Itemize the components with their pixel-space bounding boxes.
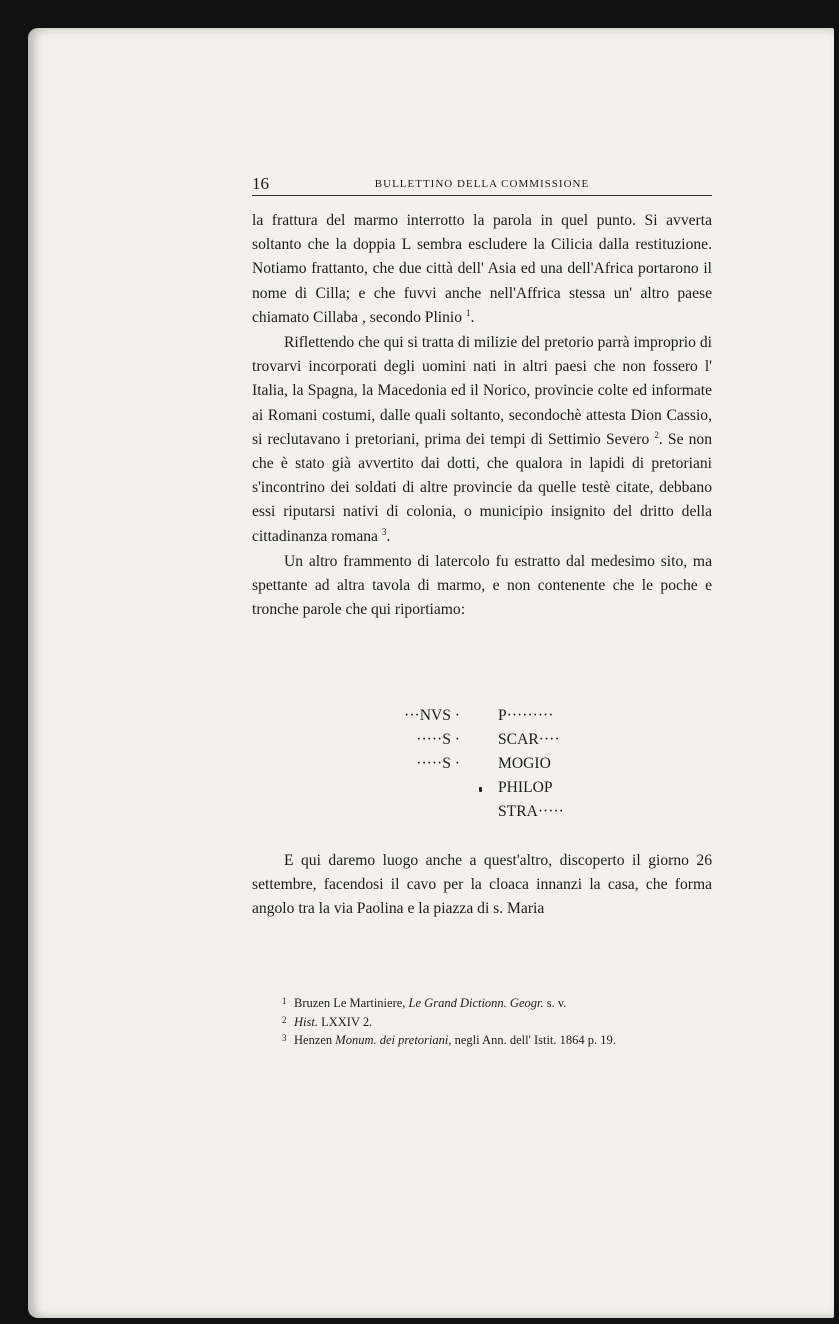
paragraph [252,331,712,549]
running-header [252,174,712,196]
closing-text [252,849,712,922]
footnote-title: Hist. [294,1014,318,1029]
inscription-line: ·····S · [416,731,460,748]
footnote-number: 2 [282,1014,287,1025]
footnote [282,1030,742,1049]
footnote-text: , negli Ann. dell' Istit. 1864 p. 19. [448,1033,616,1047]
separator-dot [479,787,482,792]
inscription-line: MOGIO [498,755,551,772]
paragraph-text: la frattura del marmo interrotto la parola in quel punto. Si avverta soltanto che la doppia L sembra escludere la Cilicia dalla restituzione. Notiamo frattanto, che due città dell' Asia ed una dell'Africa portarono il nome di Cilla; e che fuvvi anche nell'Affrica stessa un' altro paese chiamato Cillaba , secondo Plinio [252,212,712,326]
inscription-right-column [498,704,608,824]
paragraph [252,209,712,330]
paragraph-tail: . Se non che è stato già avvertito dai dotti, che qualora in lapidi di pretoriani s'incontrino dei soldati di altre provincie da quelle testè citate, debbano essi riputarsi nativi di colonia, o municipio insignito del dritto della cittadinanza romana [252,430,712,545]
inscription-line: STRA····· [498,803,564,820]
footnote-number: 1 [282,996,287,1006]
footnote-ref: 2 [654,429,659,440]
inscription-line: ·····S · [416,755,460,772]
paragraph-tail: . [470,308,475,326]
inscription-line: P········· [498,707,554,724]
footnote-title: Monum. dei pretoriani [335,1033,449,1047]
footnote-text: s. v. [543,996,567,1010]
footnote-text: LXXIV 2. [317,1014,373,1029]
paragraph: E qui daremo luogo anche a quest'altro, discoperto il giorno 26 settembre, facendosi il cavo per la cloaca innanzi la casa, che forma angolo tra la via Paolina e la piazza di s. Maria [252,852,712,918]
paragraph [252,550,712,623]
inscription-line: PHILOP [498,779,553,796]
footnote [282,1012,742,1031]
footnote-ref: 3 [381,526,387,537]
footnote-ref: 1 [465,307,471,318]
footnote-number: 3 [282,1033,287,1043]
footnotes [282,993,742,1049]
footnote-text: Henzen [294,1033,336,1047]
inscription-line: ···NVS · [404,707,460,724]
main-text [252,209,712,622]
paragraph-text: Riflettendo che qui si tratta di milizie del pretorio parrà improprio di trovarvi incorporati degli uomini nati in altri paesi che non fossero l' Italia, la Spagna, la Macedonia ed il Norico, provincie colte ed informate ai Romani costumi, dalle quali soltanto, secondochè attesta Dion Cassio, si reclutavano i pretoriani, prima dei tempi di Settimio Severo [252,334,712,448]
page-number: 16 [252,174,269,193]
footnote-title: Le Grand Dictionn. Geogr. [408,996,544,1010]
footnote-text: Bruzen Le Martiniere, [294,996,409,1010]
inscription-left-column [340,704,460,776]
paragraph-text: Un altro frammento di latercolo fu estratto dal medesimo sito, ma spettante ad altra tavola di marmo, e non contenente che le poche e tronche parole che qui riportiamo: [252,552,712,619]
paragraph-tail: . [386,527,391,545]
inscription-line: SCAR···· [498,731,560,748]
running-title: BULLETTINO DELLA COMMISSIONE [374,178,590,190]
footnote [282,993,742,1012]
